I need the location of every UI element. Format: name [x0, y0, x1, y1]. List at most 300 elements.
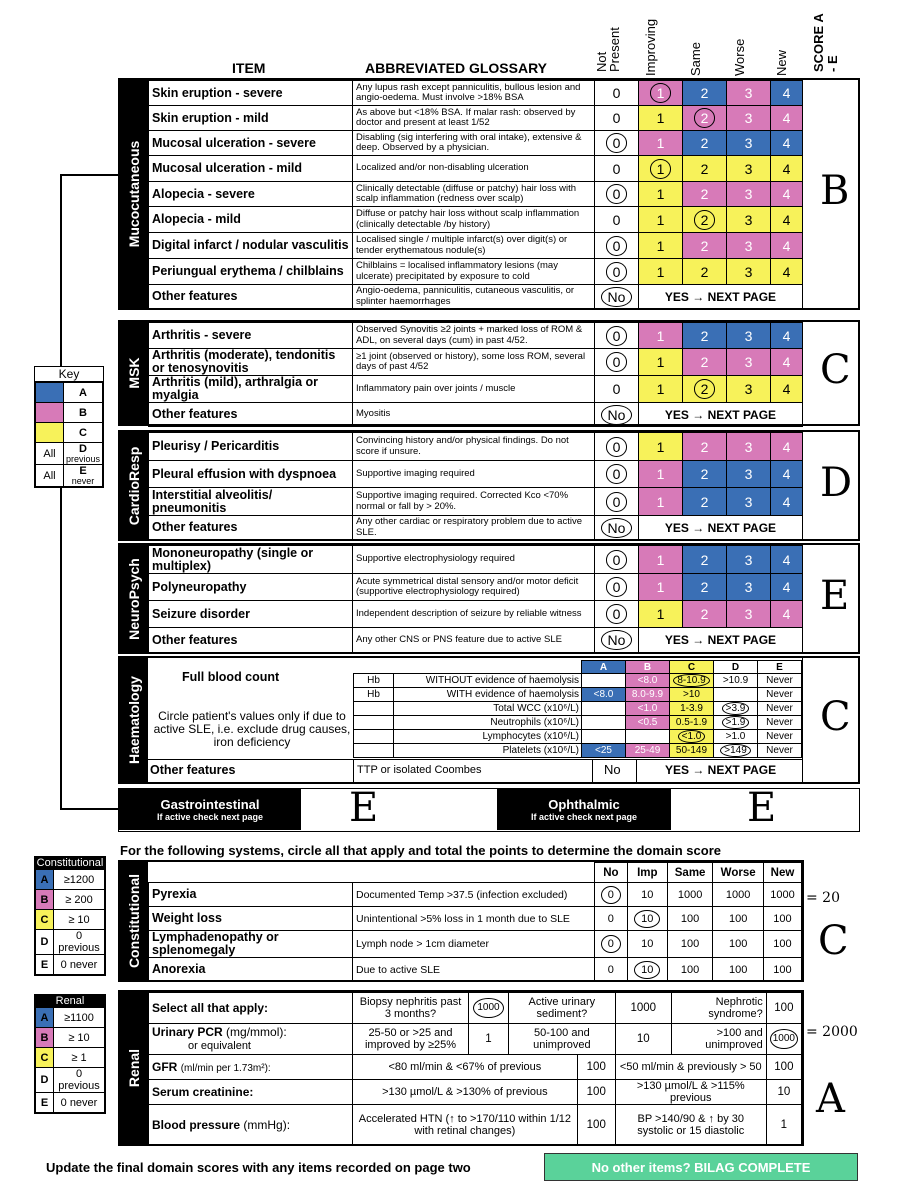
haem-value[interactable]: Never — [758, 674, 802, 688]
score-cell-1[interactable]: 1 — [639, 601, 683, 628]
item-label: Other features — [149, 285, 353, 309]
key-grade: E — [36, 1093, 54, 1113]
score-cell-1[interactable]: 1 — [639, 433, 683, 461]
haem-value[interactable]: 25-49 — [626, 744, 670, 758]
key-row — [36, 1048, 105, 1068]
key-label: A — [64, 383, 103, 403]
const-value[interactable]: 10 — [627, 931, 667, 958]
haem-value[interactable]: <25 — [582, 744, 626, 758]
const-value[interactable]: 100 — [713, 931, 764, 958]
const-col-header: New — [763, 863, 801, 883]
haem-value[interactable] — [582, 730, 626, 744]
haem-value[interactable]: Never — [758, 730, 802, 744]
score-cell-2[interactable]: 2 — [683, 81, 727, 106]
haem-value[interactable]: 0.5-1.9 — [670, 716, 714, 730]
section-score: D — [820, 459, 853, 506]
score-cell-3[interactable]: 3 — [727, 461, 771, 488]
score-cell-4[interactable]: 4 — [771, 131, 803, 156]
item-label: Digital infarct / nodular vasculitis — [149, 233, 353, 259]
renal-key — [34, 994, 106, 1114]
item-label: Arthritis (moderate), tendonitis or tenosynovitis — [149, 349, 353, 376]
not-present-cell[interactable]: 0 — [595, 156, 639, 182]
score-cell-4[interactable]: 4 — [771, 546, 803, 574]
const-gloss: Lymph node > 1cm diameter — [353, 931, 595, 958]
haem-test-desc: WITHOUT evidence of haemolysis — [394, 674, 582, 688]
glossary-text: Supportive electrophysiology required — [353, 546, 595, 574]
const-value[interactable]: 1000 — [667, 883, 712, 907]
glossary-text: ≥1 joint (observed or history), some loss ROM, several days of past 4/52 — [353, 349, 595, 376]
haem-test: Hb — [354, 688, 394, 702]
not-present-cell[interactable]: No — [595, 516, 639, 540]
const-value[interactable]: 0 — [595, 883, 628, 907]
msk-section — [118, 320, 860, 426]
score-header: SCORE A - E — [811, 13, 840, 72]
item-label: Skin eruption - mild — [149, 106, 353, 131]
renal-total: = 2000 — [806, 1024, 858, 1040]
key-grade: D — [36, 930, 54, 955]
same-header: Same — [688, 42, 703, 76]
haem-value[interactable]: >1.9 — [714, 716, 758, 730]
score-cell-1[interactable]: 1 — [639, 259, 683, 285]
const-value[interactable]: 0 — [595, 958, 628, 982]
score-cell-4[interactable]: 4 — [771, 461, 803, 488]
renal-r4-a: >130 µmol/L & >130% of previous — [353, 1080, 578, 1105]
score-cell-2[interactable]: 2 — [683, 156, 727, 182]
instruction-text: For the following systems, circle all that apply and total the points to determine the domain score — [120, 843, 721, 858]
haem-value[interactable]: <8.0 — [582, 688, 626, 702]
not-present-cell[interactable]: 0 — [595, 349, 639, 376]
key-row — [36, 443, 103, 465]
section-score: E — [820, 572, 850, 619]
const-value[interactable]: 100 — [763, 907, 801, 931]
score-cell-4[interactable]: 4 — [771, 156, 803, 182]
glossary-text: Independent description of seizure by reliable witness — [353, 601, 595, 628]
const-gloss: Unintentional >5% loss in 1 month due to SLE — [353, 907, 595, 931]
score-cell-4[interactable]: 4 — [771, 574, 803, 601]
yes-next-page[interactable]: YES → NEXT PAGE — [639, 403, 803, 427]
const-value[interactable]: 1000 — [763, 883, 801, 907]
renal-r3-bv[interactable]: 100 — [766, 1055, 801, 1080]
haem-value[interactable]: >10.9 — [714, 674, 758, 688]
haem-other-yes: YES → NEXT PAGE — [665, 763, 777, 777]
key-threshold: ≥1200 — [54, 870, 105, 890]
renal-r2-item: Urinary PCR — [152, 1024, 223, 1039]
score-cell-3[interactable]: 3 — [727, 488, 771, 516]
haem-test-desc: Platelets (x10⁶/L) — [394, 744, 582, 758]
key-grade: C — [36, 910, 54, 930]
score-cell-2[interactable]: 2 — [683, 601, 727, 628]
table-row — [149, 259, 803, 285]
glossary-text: Localised single / multiple infarct(s) over digit(s) or tender erythematous nodule(s) — [353, 233, 595, 259]
key-grade: E — [36, 955, 54, 975]
const-value[interactable]: 100 — [667, 958, 712, 982]
renal-r3-a: <80 ml/min & <67% of previous — [353, 1055, 578, 1080]
not-present-cell[interactable]: 0 — [595, 574, 639, 601]
haem-other-np: No — [604, 762, 621, 777]
score-cell-2[interactable]: 2 — [683, 182, 727, 207]
score-cell-2[interactable]: 2 — [683, 207, 727, 233]
score-cell-4[interactable]: 4 — [771, 106, 803, 131]
gi-score: E — [349, 785, 379, 831]
score-cell-1[interactable]: 1 — [639, 207, 683, 233]
score-cell-1[interactable]: 1 — [639, 488, 683, 516]
key-swatch: All — [36, 443, 64, 465]
const-value[interactable]: 100 — [667, 931, 712, 958]
score-cell-1[interactable]: 1 — [639, 182, 683, 207]
key-row — [36, 465, 103, 487]
not-present-cell[interactable]: 0 — [595, 233, 639, 259]
haem-value[interactable] — [582, 702, 626, 716]
renal-r5-av[interactable]: 100 — [577, 1105, 615, 1145]
not-present-header: Not Present — [594, 27, 622, 72]
const-item: Pyrexia — [149, 883, 353, 907]
haem-row — [354, 730, 802, 744]
const-row — [149, 907, 802, 931]
score-cell-3[interactable]: 3 — [727, 574, 771, 601]
const-value[interactable]: 0 — [595, 931, 628, 958]
not-present-cell[interactable]: 0 — [595, 81, 639, 106]
score-cell-1[interactable]: 1 — [639, 574, 683, 601]
not-present-cell[interactable]: 0 — [595, 601, 639, 628]
score-cell-2[interactable]: 2 — [683, 106, 727, 131]
haem-value[interactable] — [626, 730, 670, 744]
haem-value[interactable]: 1-3.9 — [670, 702, 714, 716]
glossary-text: Myositis — [353, 403, 595, 427]
renal-r2-c: >100 and unimproved — [671, 1024, 766, 1055]
score-cell-1[interactable]: 1 — [639, 376, 683, 403]
haem-header-row — [354, 661, 802, 674]
score-cell-3[interactable]: 3 — [727, 433, 771, 461]
table-row — [149, 106, 803, 131]
item-label: Seizure disorder — [149, 601, 353, 628]
renal-r5-sub: (mmHg): — [243, 1117, 291, 1132]
renal-r1-av[interactable]: 1000 — [473, 998, 503, 1018]
renal-r1-bv[interactable]: 1000 — [615, 993, 671, 1024]
score-cell-2[interactable]: 2 — [683, 433, 727, 461]
renal-r2-b: 50-100 and unimproved — [509, 1024, 616, 1055]
score-cell-1[interactable]: 1 — [639, 349, 683, 376]
haematology-section — [118, 656, 860, 784]
gi-title: Gastrointestinal — [160, 797, 260, 812]
key-label: E never — [64, 465, 103, 487]
const-value[interactable]: 100 — [713, 958, 764, 982]
worse-header: Worse — [732, 38, 747, 76]
score-cell-1[interactable]: 1 — [639, 233, 683, 259]
haem-value[interactable]: <0.5 — [626, 716, 670, 730]
const-value[interactable]: 100 — [763, 931, 801, 958]
key-label: D previous — [64, 443, 103, 465]
item-label: Arthritis (mild), arthralgia or myalgia — [149, 376, 353, 403]
const-value[interactable]: 100 — [713, 907, 764, 931]
const-key-title: Constitutional — [36, 857, 104, 869]
haem-value[interactable]: <1.0 — [626, 702, 670, 716]
key-threshold: 0 previous — [54, 1068, 105, 1093]
item-label: Polyneuropathy — [149, 574, 353, 601]
table-row — [149, 546, 803, 574]
haem-row — [354, 716, 802, 730]
const-col-header: Imp — [627, 863, 667, 883]
haem-value[interactable]: >149 — [714, 744, 758, 758]
not-present-cell[interactable]: 0 — [595, 376, 639, 403]
const-item: Anorexia — [149, 958, 353, 982]
score-cell-3[interactable]: 3 — [727, 207, 771, 233]
score-cell-1[interactable]: 1 — [639, 546, 683, 574]
haem-value[interactable]: >3.9 — [714, 702, 758, 716]
key-row — [36, 1028, 105, 1048]
const-header-row — [149, 863, 802, 883]
haem-value[interactable]: 8-10.9 — [670, 674, 714, 688]
haem-value[interactable]: 50-149 — [670, 744, 714, 758]
score-cell-4[interactable]: 4 — [771, 323, 803, 349]
renal-r4-item: Serum creatinine: — [149, 1080, 353, 1105]
key-row — [36, 423, 103, 443]
gi-sub: If active check next page — [156, 812, 264, 822]
const-value[interactable]: 10 — [627, 883, 667, 907]
key-grade: A — [36, 870, 54, 890]
haem-test-desc: WITH evidence of haemolysis — [394, 688, 582, 702]
not-present-cell[interactable]: No — [595, 628, 639, 653]
yes-next-page[interactable]: YES → NEXT PAGE — [639, 628, 803, 653]
glossary-text: Supportive imaging required. Corrected Kco <70% normal or fall by > 20%. — [353, 488, 595, 516]
score-cell-1[interactable]: 1 — [639, 323, 683, 349]
key-title: Key — [35, 367, 103, 382]
item-label: Pleural effusion with dyspnoea — [149, 461, 353, 488]
table-row — [149, 285, 803, 309]
const-gloss: Documented Temp >37.5 (infection excluded) — [353, 883, 595, 907]
item-label: Alopecia - mild — [149, 207, 353, 233]
renal-score: A — [816, 1076, 845, 1122]
haem-test — [354, 730, 394, 744]
score-cell-4[interactable]: 4 — [771, 233, 803, 259]
haem-value[interactable]: Never — [758, 702, 802, 716]
haem-value[interactable]: Never — [758, 688, 802, 702]
not-present-cell[interactable]: 0 — [595, 182, 639, 207]
renal-r1-cv[interactable]: 100 — [766, 993, 801, 1024]
key-grade: B — [36, 1028, 54, 1048]
bilag-complete-button[interactable]: No other items? BILAG COMPLETE — [544, 1153, 858, 1181]
not-present-cell[interactable]: 0 — [595, 106, 639, 131]
not-present-cell[interactable]: 0 — [595, 323, 639, 349]
score-cell-1[interactable]: 1 — [639, 106, 683, 131]
glossary-text: Angio-oedema, panniculitis, cutaneous vasculitis, or splinter haemorrhages — [353, 285, 595, 309]
key-row — [36, 403, 103, 423]
score-cell-3[interactable]: 3 — [727, 106, 771, 131]
haem-other-item: Other features — [150, 763, 236, 777]
haem-row — [354, 688, 802, 702]
score-cell-4[interactable]: 4 — [771, 81, 803, 106]
haem-value[interactable] — [582, 716, 626, 730]
item-label: Mononeuropathy (single or multiplex) — [149, 546, 353, 574]
const-value[interactable]: 0 — [595, 907, 628, 931]
glossary-text: Any other cardiac or respiratory problem due to active SLE. — [353, 516, 595, 540]
score-cell-3[interactable]: 3 — [727, 546, 771, 574]
const-item: Weight loss — [149, 907, 353, 931]
renal-r2-av[interactable]: 1 — [469, 1024, 509, 1055]
haem-value[interactable]: >10 — [670, 688, 714, 702]
renal-r3-av[interactable]: 100 — [577, 1055, 615, 1080]
fbc-title: Full blood count — [182, 670, 280, 684]
score-cell-4[interactable]: 4 — [771, 259, 803, 285]
not-present-cell[interactable]: 0 — [595, 259, 639, 285]
not-present-cell[interactable]: 0 — [595, 207, 639, 233]
key-row — [36, 870, 105, 890]
score-cell-3[interactable]: 3 — [727, 233, 771, 259]
score-cell-4[interactable]: 4 — [771, 433, 803, 461]
haem-test — [354, 702, 394, 716]
renal-label: Renal — [126, 1048, 142, 1088]
score-cell-2[interactable]: 2 — [683, 233, 727, 259]
score-cell-3[interactable]: 3 — [727, 376, 771, 403]
key-threshold: ≥ 10 — [54, 1028, 105, 1048]
score-cell-2[interactable]: 2 — [683, 131, 727, 156]
haem-value[interactable]: <8.0 — [626, 674, 670, 688]
table-row — [149, 433, 803, 461]
haem-test-desc: Neutrophils (x10⁶/L) — [394, 716, 582, 730]
score-cell-1[interactable]: 1 — [639, 461, 683, 488]
key-row — [36, 930, 105, 955]
const-row — [149, 931, 802, 958]
score-cell-3[interactable]: 3 — [727, 156, 771, 182]
key-threshold: ≥1100 — [54, 1008, 105, 1028]
haem-test-desc: Total WCC (x10⁶/L) — [394, 702, 582, 716]
table-row — [149, 376, 803, 403]
table-row — [149, 182, 803, 207]
renal-r2-cv[interactable]: 1000 — [770, 1029, 798, 1049]
table-row — [149, 81, 803, 106]
key-swatch — [36, 383, 64, 403]
score-cell-1[interactable]: 1 — [639, 81, 683, 106]
section-label: MSK — [126, 357, 142, 389]
score-cell-3[interactable]: 3 — [727, 81, 771, 106]
haem-test-desc: Lymphocytes (x10⁶/L) — [394, 730, 582, 744]
ophthalmic-score: E — [747, 785, 777, 831]
const-value[interactable]: 10 — [627, 958, 667, 982]
key-grade: D — [36, 1068, 54, 1093]
renal-r1-c: Nephrotic syndrome? — [671, 993, 766, 1024]
haem-value[interactable] — [582, 674, 626, 688]
score-cell-4[interactable]: 4 — [771, 376, 803, 403]
glossary-text: As above but <18% BSA. If malar rash: observed by doctor and present at least 1/52 — [353, 106, 595, 131]
score-cell-2[interactable]: 2 — [683, 376, 727, 403]
table-row — [149, 461, 803, 488]
constitutional-label: Constitutional — [126, 873, 142, 969]
score-cell-2[interactable]: 2 — [683, 461, 727, 488]
key-threshold: ≥ 10 — [54, 910, 105, 930]
renal-r4-bv[interactable]: 10 — [766, 1080, 801, 1105]
not-present-cell[interactable]: 0 — [595, 488, 639, 516]
key-threshold: 0 never — [54, 955, 105, 975]
haem-test — [354, 744, 394, 758]
item-header: ITEM — [232, 60, 266, 76]
key-threshold: 0 previous — [54, 930, 105, 955]
key-row — [36, 1008, 105, 1028]
const-value[interactable]: 100 — [763, 958, 801, 982]
const-col-header: Same — [667, 863, 712, 883]
score-cell-3[interactable]: 3 — [727, 323, 771, 349]
glossary-text: Acute symmetrical distal sensory and/or motor deficit (supportive electrophysiology required) — [353, 574, 595, 601]
renal-r5-bv[interactable]: 1 — [766, 1105, 801, 1145]
renal-r3-b: <50 ml/min & previously > 50 — [615, 1055, 766, 1080]
const-item: Lymphadenopathy or splenomegaly — [149, 931, 353, 958]
section-label: NeuroPsych — [126, 557, 142, 640]
glossary-text: Any other CNS or PNS feature due to active SLE — [353, 628, 595, 653]
score-cell-1[interactable]: 1 — [639, 131, 683, 156]
score-cell-3[interactable]: 3 — [727, 349, 771, 376]
not-present-cell[interactable]: No — [595, 285, 639, 309]
haem-value[interactable]: Never — [758, 716, 802, 730]
key-row — [36, 383, 103, 403]
item-label: Other features — [149, 403, 353, 427]
not-present-cell[interactable]: No — [595, 403, 639, 427]
table-row — [149, 156, 803, 182]
haem-value[interactable]: Never — [758, 744, 802, 758]
not-present-cell[interactable]: 0 — [595, 546, 639, 574]
score-cell-3[interactable]: 3 — [727, 601, 771, 628]
renal-section — [118, 990, 804, 1146]
score-cell-4[interactable]: 4 — [771, 182, 803, 207]
score-cell-2[interactable]: 2 — [683, 546, 727, 574]
score-cell-4[interactable]: 4 — [771, 349, 803, 376]
mucocutaneous-section — [118, 78, 860, 310]
not-present-cell[interactable]: 0 — [595, 461, 639, 488]
constitutional-key — [34, 856, 106, 976]
score-cell-4[interactable]: 4 — [771, 488, 803, 516]
key-row — [36, 1068, 105, 1093]
item-label: Mucosal ulceration - mild — [149, 156, 353, 182]
score-cell-3[interactable]: 3 — [727, 131, 771, 156]
renal-r3-item: GFR — [152, 1060, 178, 1074]
score-cell-3[interactable]: 3 — [727, 182, 771, 207]
score-cell-4[interactable]: 4 — [771, 207, 803, 233]
renal-r4-av[interactable]: 100 — [577, 1080, 615, 1105]
haem-value[interactable]: >1.0 — [714, 730, 758, 744]
score-cell-2[interactable]: 2 — [683, 323, 727, 349]
not-present-cell[interactable]: 0 — [595, 131, 639, 156]
const-value[interactable]: 10 — [627, 907, 667, 931]
score-cell-2[interactable]: 2 — [683, 259, 727, 285]
haem-other-gloss: TTP or isolated Coombes — [357, 764, 482, 776]
key-threshold: ≥ 1 — [54, 1048, 105, 1068]
score-cell-2[interactable]: 2 — [683, 488, 727, 516]
section-score: C — [820, 347, 851, 393]
not-present-cell[interactable]: 0 — [595, 433, 639, 461]
renal-r4-b: >130 µmol/L & >115% previous — [615, 1080, 766, 1105]
const-value[interactable]: 100 — [667, 907, 712, 931]
renal-r1-item: Select all that apply: — [149, 993, 353, 1024]
gi-ophthalmic-row — [118, 785, 860, 832]
score-cell-3[interactable]: 3 — [727, 259, 771, 285]
score-cell-1[interactable]: 1 — [639, 156, 683, 182]
haem-grade-header: A — [582, 661, 626, 674]
glossary-text: Localized and/or non-disabling ulceration — [353, 156, 595, 182]
renal-r2-bv[interactable]: 10 — [615, 1024, 671, 1055]
yes-next-page[interactable]: YES → NEXT PAGE — [639, 516, 803, 540]
key-row — [36, 955, 105, 975]
glossary-text: Inflammatory pain over joints / muscle — [353, 376, 595, 403]
table-row — [149, 601, 803, 628]
score-cell-2[interactable]: 2 — [683, 574, 727, 601]
const-value[interactable]: 1000 — [713, 883, 764, 907]
item-label: Alopecia - severe — [149, 182, 353, 207]
haem-value[interactable] — [714, 688, 758, 702]
score-cell-2[interactable]: 2 — [683, 349, 727, 376]
cardioresp-section — [118, 430, 860, 541]
haem-value[interactable]: 8.0-9.9 — [626, 688, 670, 702]
haem-value[interactable]: <1.0 — [670, 730, 714, 744]
yes-next-page[interactable]: YES → NEXT PAGE — [639, 285, 803, 309]
score-cell-4[interactable]: 4 — [771, 601, 803, 628]
haematology-label: Haematology — [126, 676, 142, 764]
